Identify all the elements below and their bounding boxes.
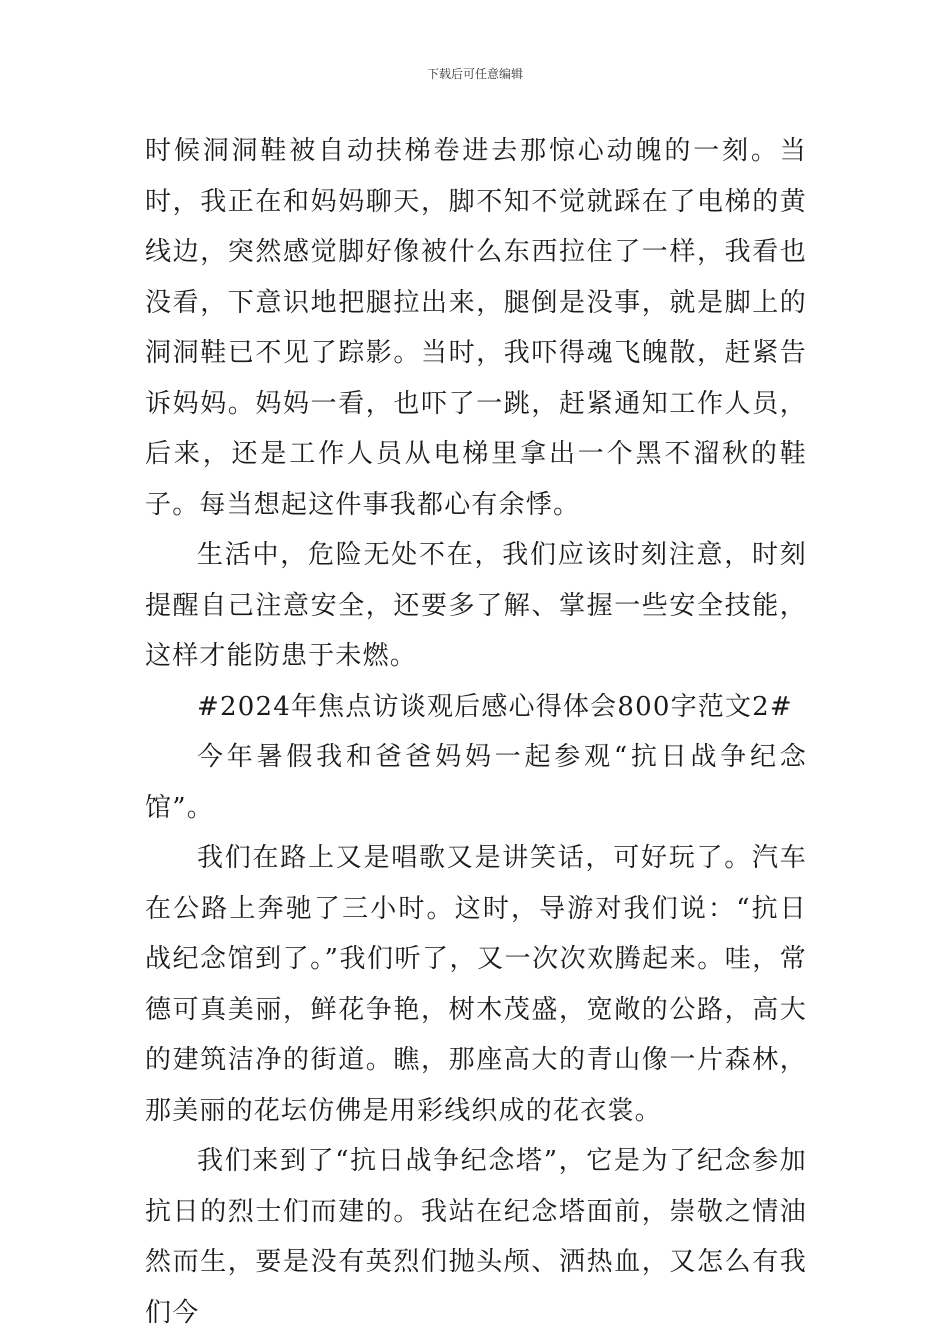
paragraph-1: 时候洞洞鞋被自动扶梯卷进去那惊心动魄的一刻。当时，我正在和妈妈聊天，脚不知不觉就踩在了电梯的黄线边，突然感觉脚好像被什么东西拉住了一样，我看也没看，下意识地把腿拉出来，腿倒是没事，就是脚上的洞洞鞋已不见了踪影。当时，我吓得魂飞魄散，赶紧告诉妈妈。妈妈一看，也吓了一跳，赶紧通知工作人员，后来，还是工作人员从电梯里拿出一个黑不溜秋的鞋子。每当想起这件事我都心有余悸。 (145, 136, 807, 520)
paragraph-4: 我们在路上又是唱歌又是讲笑话，可好玩了。汽车在公路上奔驰了三小时。这时，导游对我们说：“抗日战纪念馆到了。”我们听了，又一次次欢腾起来。哇，常德可真美丽，鲜花争艳，树木茂盛，宽敞的公路，高大的建筑洁净的街道。瞧，那座高大的青山像一片森林，那美丽的花坛仿佛是用彩线织成的花衣裳。 (145, 843, 807, 1126)
paragraph-3: 今年暑假我和爸爸妈妈一起参观“抗日战争纪念馆”。 (145, 742, 807, 823)
paragraph-2: 生活中，危险无处不在，我们应该时刻注意，时刻提醒自己注意安全，还要多了解、掌握一些安全技能，这样才能防患于未燃。 (145, 540, 807, 671)
section-heading: #2024年焦点访谈观后感心得体会800字范文2# (197, 691, 793, 722)
document-body (145, 126, 807, 1338)
page-header: 下载后可任意编辑 (426, 67, 523, 81)
paragraph-5: 我们来到了“抗日战争纪念塔”，它是为了纪念参加抗日的烈士们而建的。我站在纪念塔面前，崇敬之情油然而生，要是没有英烈们抛头颅、洒热血，又怎么有我们今 (145, 1146, 807, 1328)
